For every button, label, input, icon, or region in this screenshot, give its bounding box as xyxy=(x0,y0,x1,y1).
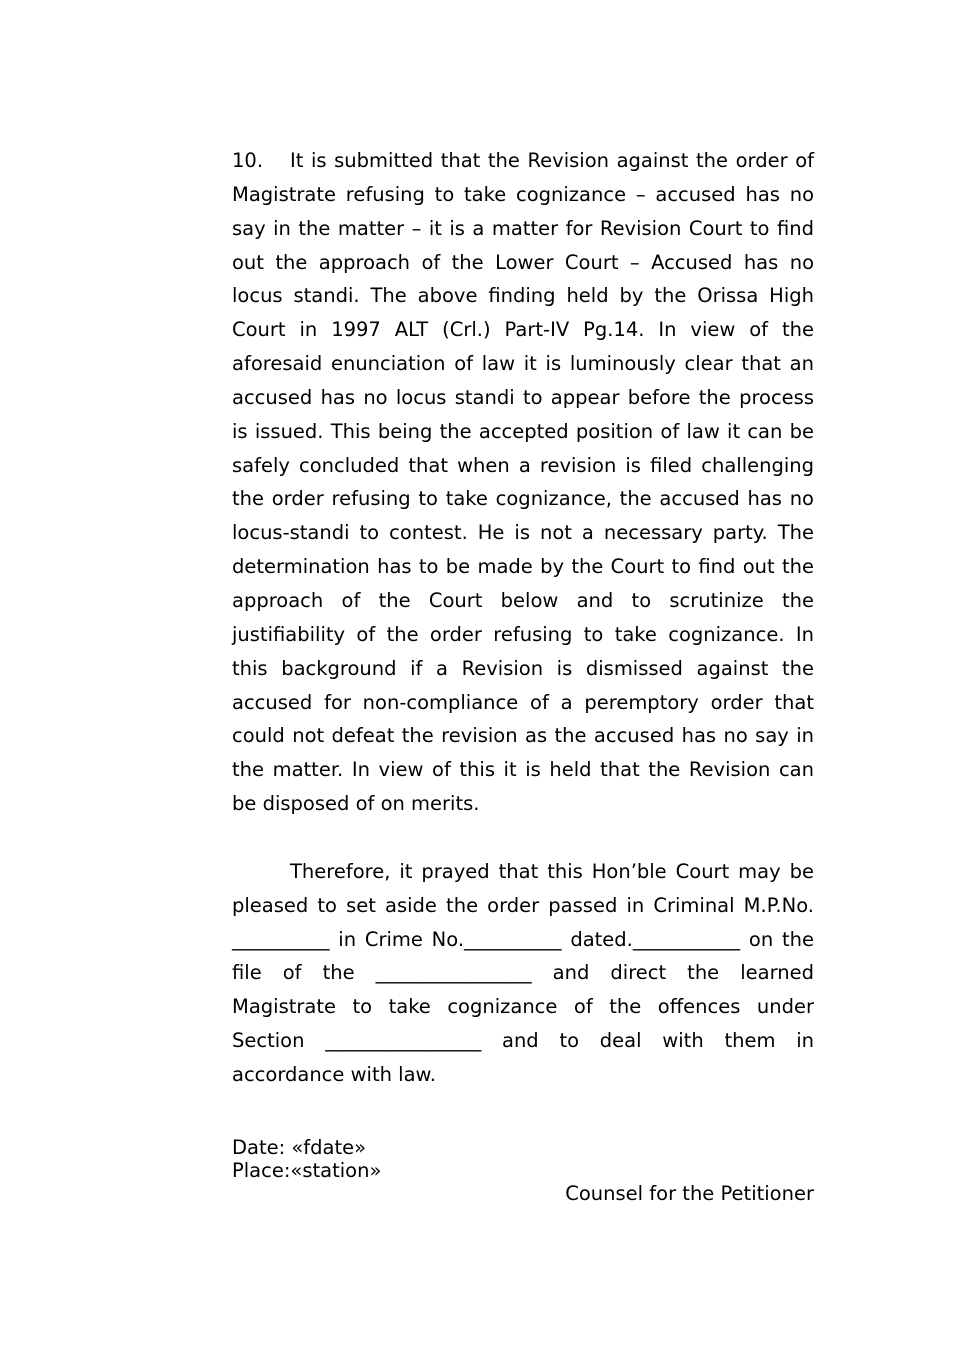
spacer xyxy=(232,821,814,855)
paragraph-10-text: It is submitted that the Revision against the order of Magistrate refusing to take cognizance – accused has no say in the matter – it is a matter for Revision Court to find out the approach of the Lower Court – Accused has no locus standi. The above finding held by the Orissa High Court in 1997 ALT (Crl.) Part-IV Pg.14. In view of the aforesaid enunciation of law it is luminously clear that an accused has no locus standi to appear before the process is issued. This being the accepted position of law it can be safely concluded that when a revision is filed challenging the order refusing to take cognizance, the accused has no locus-standi to contest. He is not a necessary party. The determination has to be made by the Court to find out the approach of the Court below and to scrutinize the justifiability of the order refusing to take cognizance. In this background if a Revision is dismissed against the accused for non-compliance of a peremptory order that could not defeat the revision as the accused has no say in the matter. In view of this it is held that the Revision can be disposed of on merits. xyxy=(232,149,814,816)
prayer-paragraph: Therefore, it prayed that this Hon’ble Court may be pleased to set aside the order passed in Criminal M.P.No. __________ in Crime No.__________ dated.___________ on the file of the ________________ and direct the learned Magistrate to take cognizance of the offences under Section ________________ and to deal with them in accordance with law. xyxy=(232,859,814,1086)
place-line: Place:«station» xyxy=(232,1158,382,1182)
signature-line: Counsel for the Petitioner xyxy=(565,1181,814,1205)
paragraph-number: 10. xyxy=(232,149,264,172)
spacer xyxy=(232,1092,814,1136)
document-body xyxy=(232,144,814,1205)
paragraph-10 xyxy=(232,144,814,821)
date-line: Date: «fdate» xyxy=(232,1135,367,1159)
